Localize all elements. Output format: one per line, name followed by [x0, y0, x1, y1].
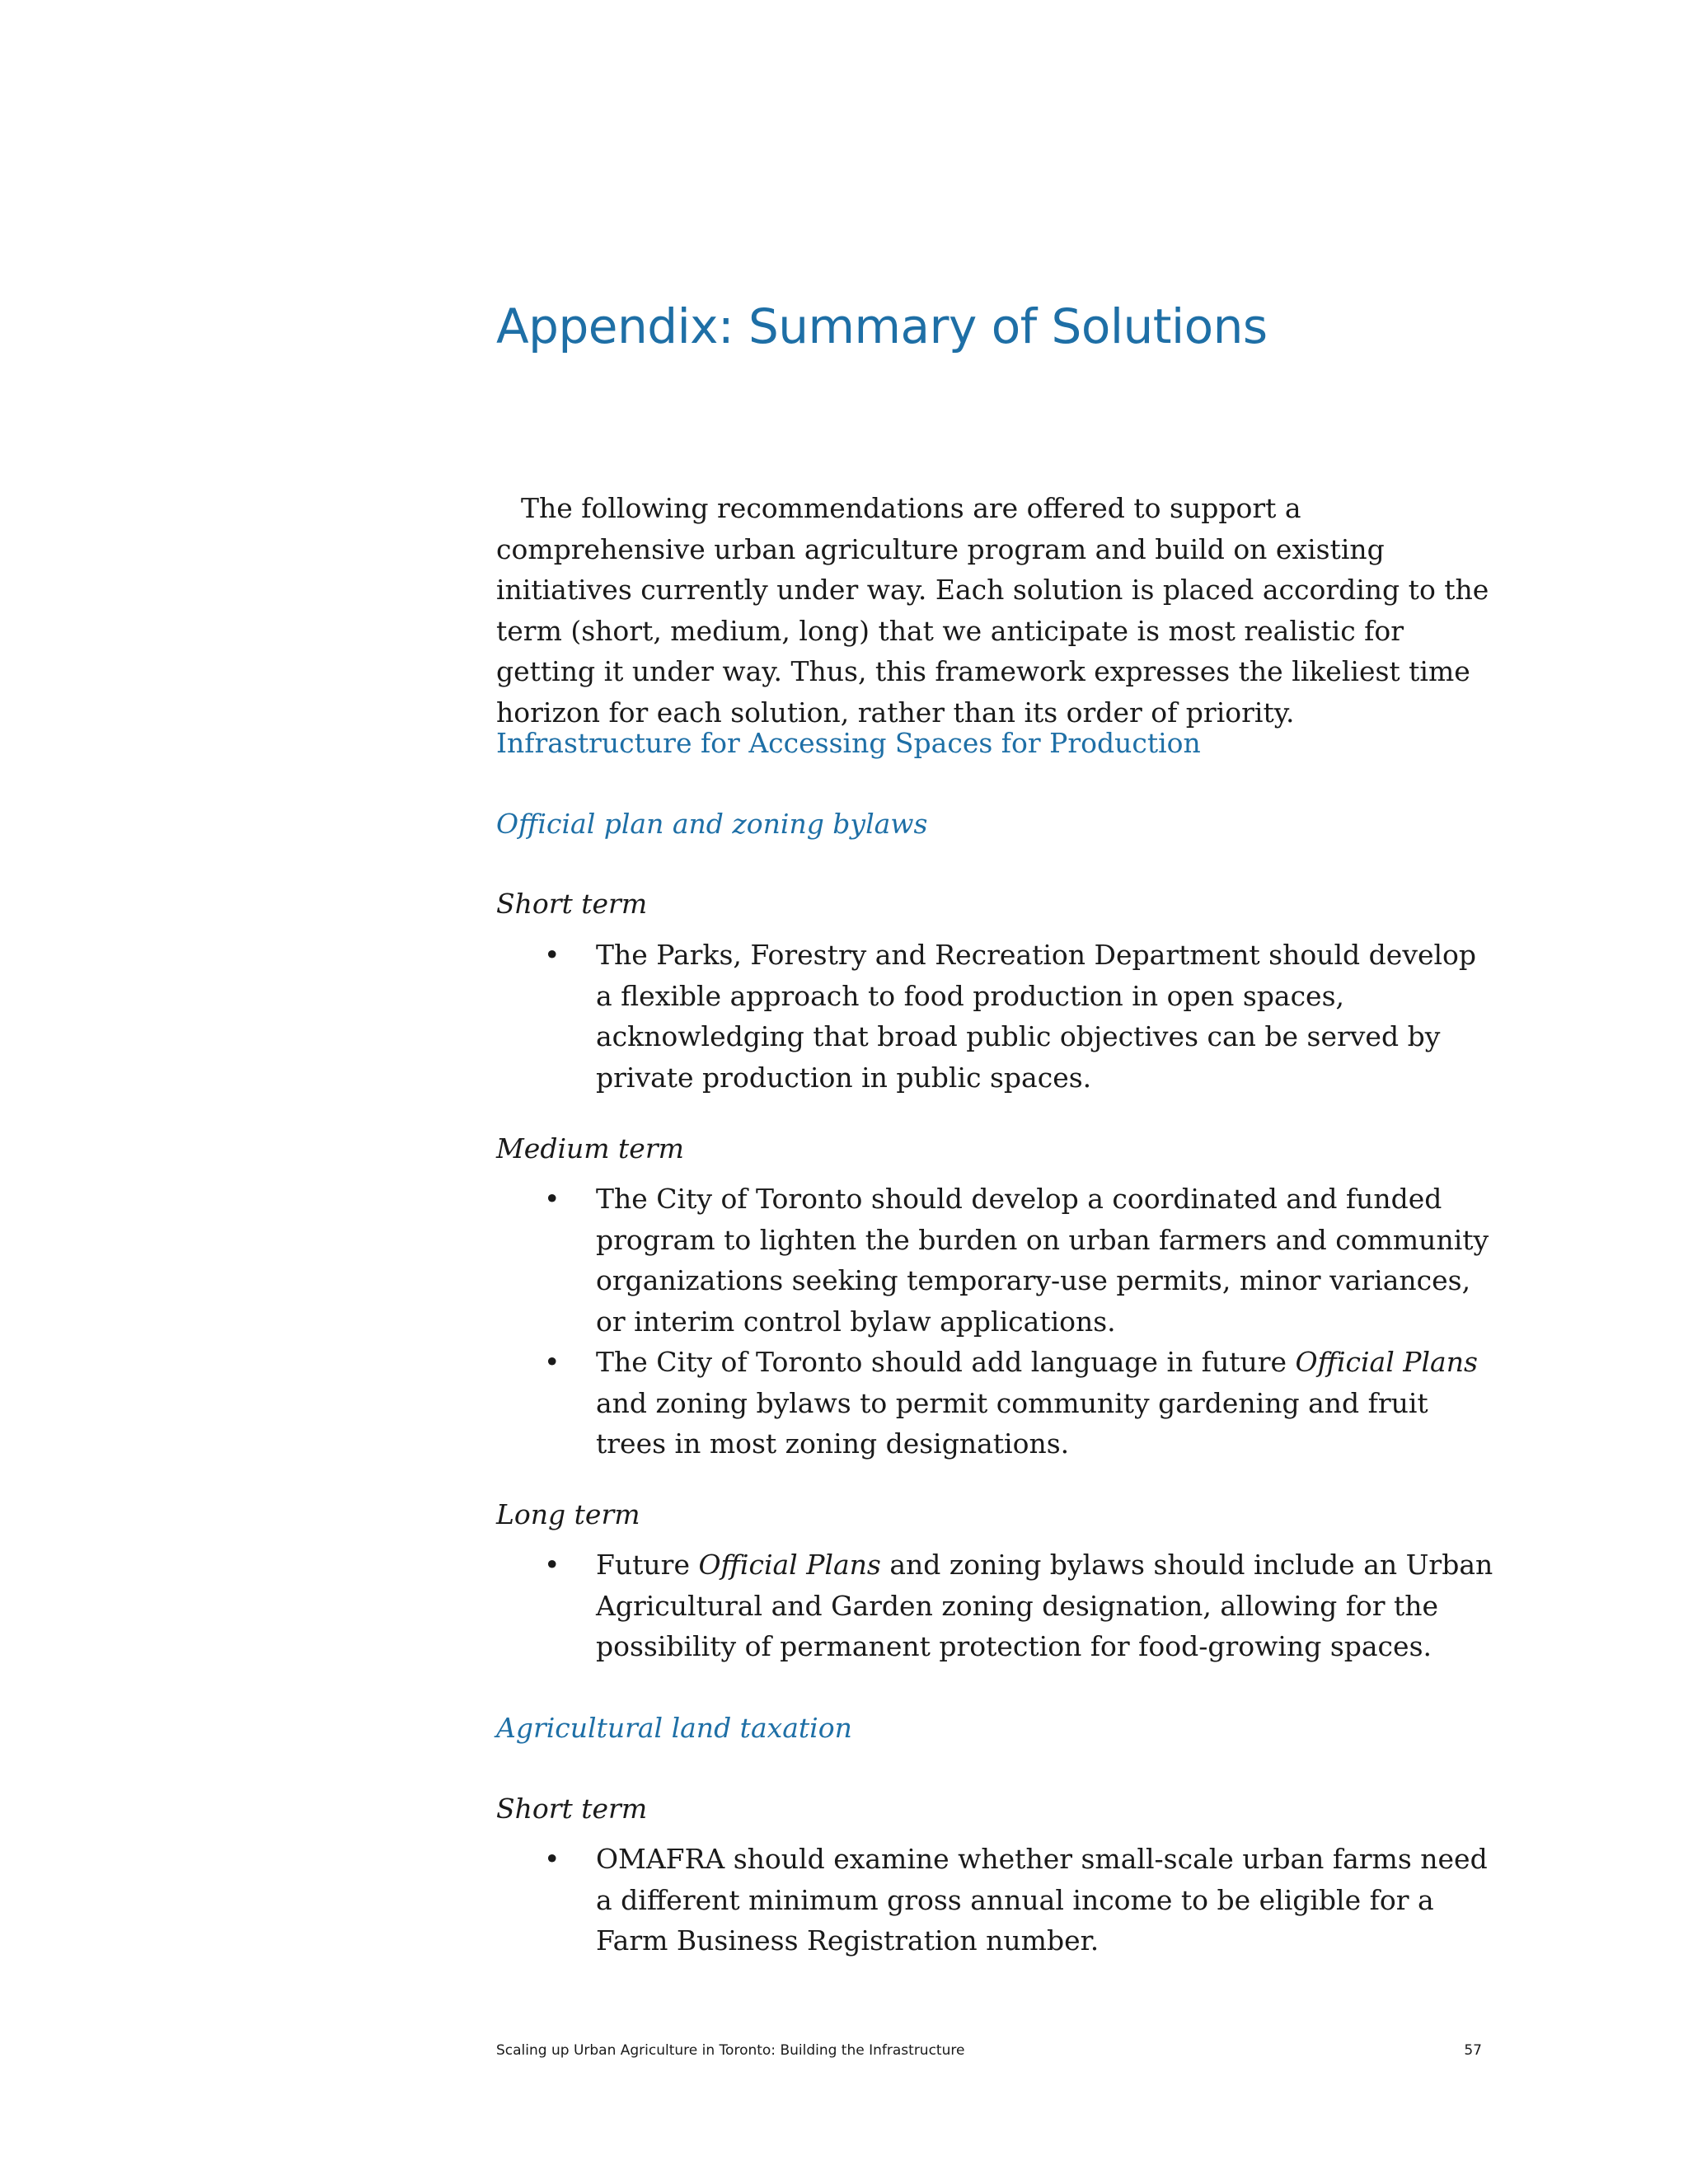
bullet-text: The Parks, Forestry and Recreation Department should develop a flexible approach to food production in open spaces, acknowledging that broad public objectives can be served by private production in public spaces.	[596, 939, 1477, 1094]
term-label-medium: Medium term	[496, 1132, 684, 1165]
page-title: Appendix: Summary of Solutions	[496, 298, 1268, 354]
bullet-text-before: The City of Toronto should add language in future	[596, 1346, 1296, 1378]
term-label-long: Long term	[496, 1498, 640, 1530]
section-heading: Infrastructure for Accessing Spaces for Production	[496, 727, 1201, 759]
bullet-text-after: and zoning bylaws should include an Urban Agricultural and Garden zoning designation, allowing for the possibility of permanent protection for food-growing spaces.	[596, 1549, 1493, 1662]
list-item	[496, 935, 1493, 1098]
subsection-heading-agricultural-land-taxation: Agricultural land taxation	[496, 1712, 852, 1744]
page-number: 57	[1464, 2042, 1482, 2059]
list-item	[496, 1839, 1493, 1961]
bullet-list-short-term	[496, 1839, 1493, 1961]
footer-document-title: Scaling up Urban Agriculture in Toronto: Building the Infrastructure	[496, 2042, 965, 2059]
list-item	[496, 1342, 1493, 1465]
bullet-list-short-term	[496, 935, 1493, 1098]
intro-text: The following recommendations are offered to support a comprehensive urban agriculture program and build on existing initiatives currently under way. Each solution is placed according to the term (short, medium, long) that we anticipate is most realistic for getting it under way. Thus, this framework expresses the likeliest time horizon for each solution, rather than its order of priority.	[496, 492, 1489, 729]
bullet-text: The City of Toronto should develop a coordinated and funded program to lighten the burden on urban farmers and community organizations seeking temporary-use permits, minor variances, or interim control bylaw applications.	[596, 1183, 1489, 1338]
term-label-short: Short term	[496, 888, 648, 920]
list-item	[496, 1544, 1493, 1667]
bullet-text-before: Future	[596, 1549, 699, 1581]
bullet-list-long-term	[496, 1544, 1493, 1667]
bullet-text: OMAFRA should examine whether small-scale urban farms need a different minimum gross annual income to be eligible for a Farm Business Registration number.	[596, 1843, 1488, 1957]
bullet-icon: •	[544, 1346, 560, 1378]
list-item	[496, 1179, 1493, 1342]
bullet-list-medium-term	[496, 1179, 1493, 1465]
bullet-text-after: and zoning bylaws to permit community gardening and fruit trees in most zoning designations.	[596, 1386, 1428, 1460]
bullet-icon: •	[544, 1549, 560, 1581]
bullet-icon: •	[544, 939, 560, 971]
bullet-icon: •	[544, 1843, 560, 1875]
page-footer	[496, 2042, 1482, 2059]
term-label-short: Short term	[496, 1793, 648, 1825]
subsection-heading-official-plan: Official plan and zoning bylaws	[496, 808, 928, 840]
bullet-icon: •	[544, 1183, 560, 1215]
intro-paragraph	[496, 488, 1493, 733]
bullet-text-emphasis: Official Plans	[698, 1549, 881, 1581]
bullet-text-emphasis: Official Plans	[1295, 1346, 1478, 1378]
